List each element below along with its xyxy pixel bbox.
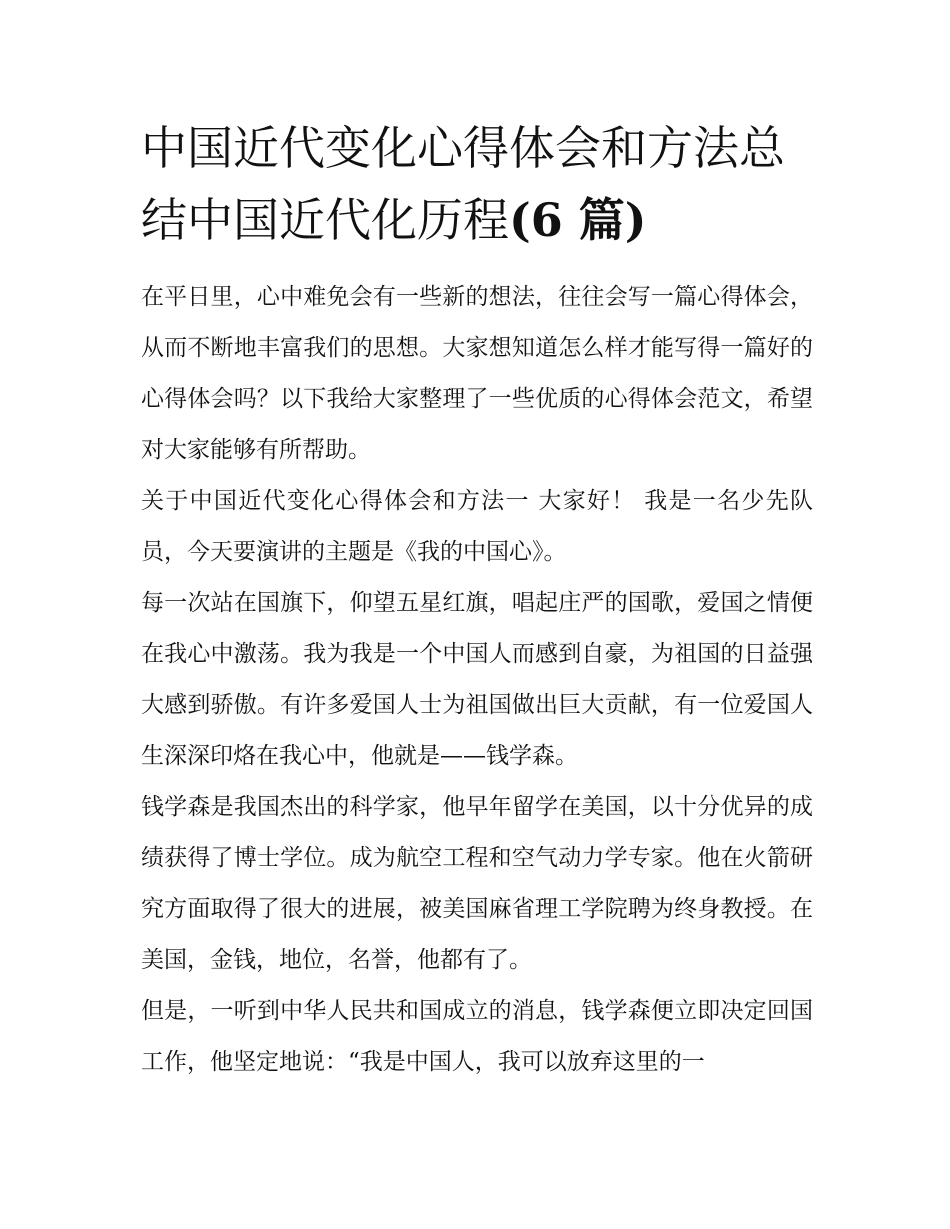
paragraph-flag: 每一次站在国旗下，仰望五星红旗，唱起庄严的国歌，爱国之情便在我心中激荡。我为我是一个中国人而感到自豪，为祖国的日益强大感到骄傲。有许多爱国人士为祖国做出巨大贡献，有一位爱国人生深深印烙在我心中，他就是——钱学森。 — [141, 590, 813, 769]
paragraph-speech-opening: 关于中国近代变化心得体会和方法一 大家好！ 我是一名少先队员，今天要演讲的主题是《我的中国心》。 — [141, 488, 813, 565]
document-content — [141, 112, 813, 1088]
paragraph-return-home: 但是，一听到中华人民共和国成立的消息，钱学森便立即决定回国工作，他坚定地说：“我是中国人，我可以放弃这里的一 — [141, 998, 813, 1075]
document-title — [141, 112, 813, 256]
title-tail: (6 篇) — [509, 193, 647, 247]
paragraph-intro: 在平日里，心中难免会有一些新的想法，往往会写一篇心得体会，从而不断地丰富我们的思想。大家想知道怎么样才能写得一篇好的心得体会吗？以下我给大家整理了一些优质的心得体会范文，希望对大家能够有所帮助。 — [141, 284, 813, 463]
document-body — [141, 272, 813, 1088]
paragraph-qian-xuesen: 钱学森是我国杰出的科学家，他早年留学在美国，以十分优异的成绩获得了博士学位。成为航空工程和空气动力学专家。他在火箭研究方面取得了很大的进展，被美国麻省理工学院聘为终身教授。在美国，金钱，地位，名誉，他都有了。 — [141, 794, 813, 973]
title-main: 中国近代变化心得体会和方法总结中国近代化历程 — [141, 121, 785, 247]
